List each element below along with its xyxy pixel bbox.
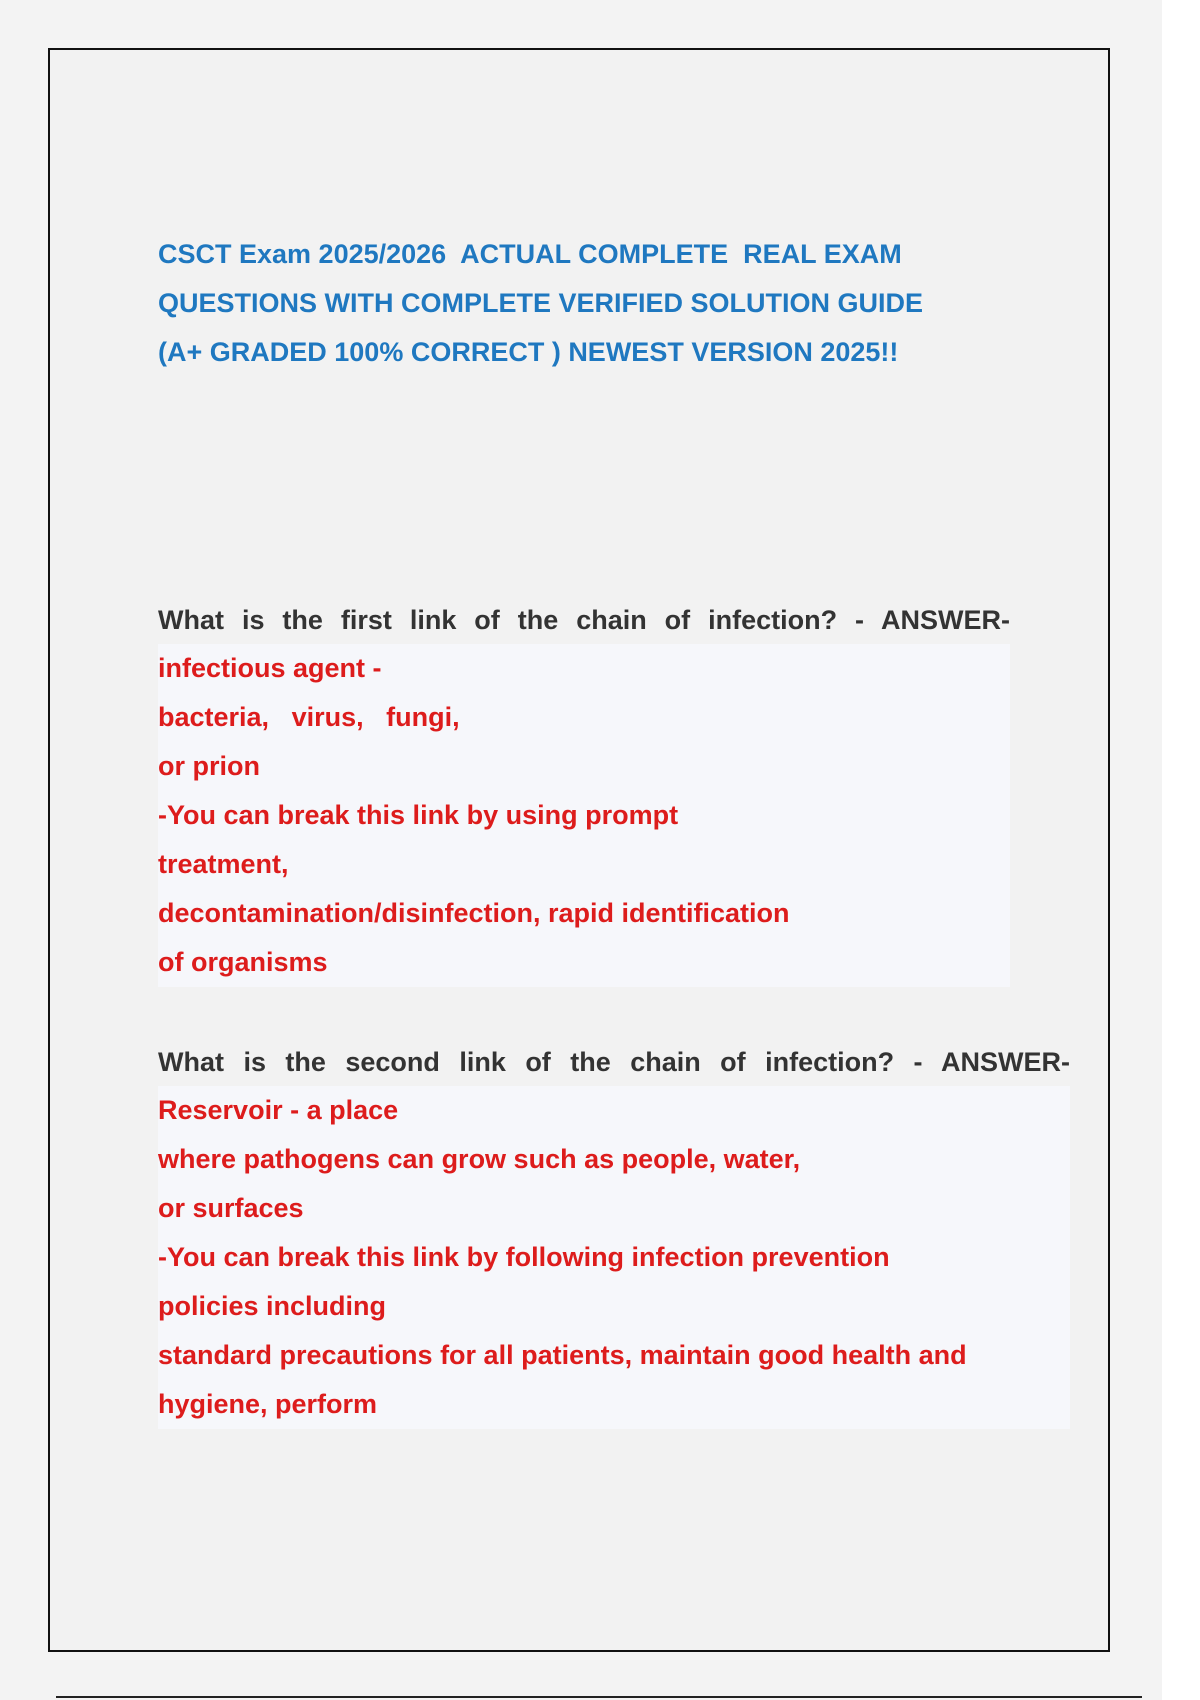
answer-line: treatment, xyxy=(158,849,289,879)
answer-line: -You can break this link by using prompt xyxy=(158,800,679,830)
question-block-1 xyxy=(158,596,1010,987)
answer-line: of organisms xyxy=(158,947,328,977)
answer-line: decontamination/disinfection, rapid identification xyxy=(158,898,790,928)
next-page-edge xyxy=(56,1696,1142,1698)
document-page xyxy=(48,48,1110,1652)
answer-line: policies including xyxy=(158,1291,387,1321)
question-text: What is the second link of the chain of infection? - ANSWER- xyxy=(158,1047,1070,1077)
answer-line: bacteria, virus, fungi, xyxy=(158,702,460,732)
answer-text xyxy=(158,644,1010,987)
answer-text xyxy=(158,1086,1070,1429)
answer-line: infectious agent - xyxy=(158,653,382,683)
answer-line: Reservoir - a place xyxy=(158,1095,399,1125)
answer-line: or prion xyxy=(158,751,260,781)
question-text: What is the first link of the chain of infection? - ANSWER- xyxy=(158,605,1010,635)
title-line: CSCT Exam 2025/2026 ACTUAL COMPLETE REAL EXAM xyxy=(158,239,902,269)
title-line: (A+ GRADED 100% CORRECT ) NEWEST VERSION 2025!! xyxy=(158,337,899,367)
answer-line: standard precautions for all patients, maintain good health and xyxy=(158,1340,967,1370)
answer-line: -You can break this link by following infection prevention xyxy=(158,1242,890,1272)
title-line: QUESTIONS WITH COMPLETE VERIFIED SOLUTION GUIDE xyxy=(158,288,924,318)
answer-line: hygiene, perform xyxy=(158,1389,378,1419)
document-title xyxy=(158,230,1038,377)
answer-line: or surfaces xyxy=(158,1193,304,1223)
scroll-gutter[interactable] xyxy=(1162,0,1200,1700)
question-block-2 xyxy=(158,1038,1070,1429)
answer-line: where pathogens can grow such as people, water, xyxy=(158,1144,801,1174)
